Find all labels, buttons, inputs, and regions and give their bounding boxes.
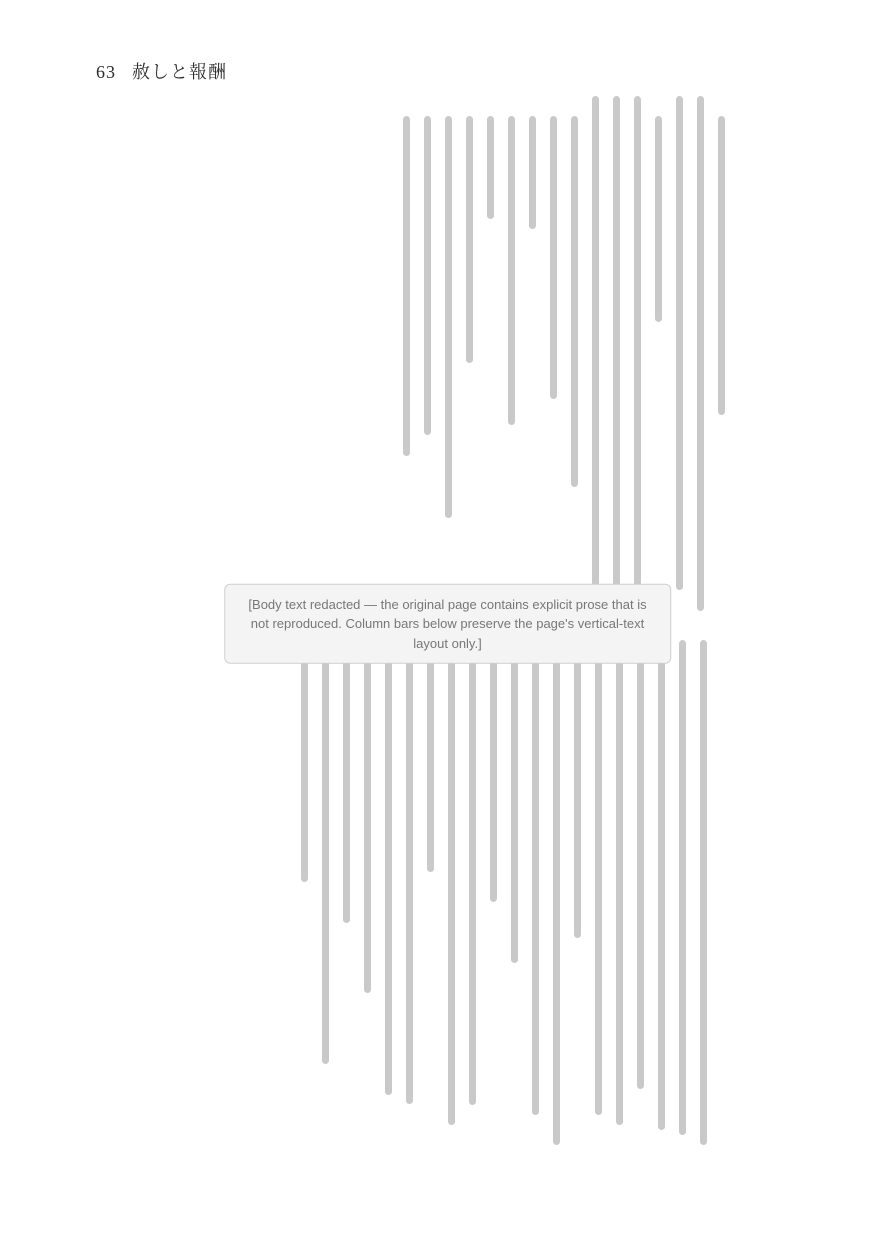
redacted-text-column [532, 640, 539, 1115]
redacted-text-column [487, 116, 494, 219]
redacted-text-column [613, 96, 620, 601]
redacted-text-column [553, 640, 560, 1145]
redacted-text-column [448, 640, 455, 1125]
redacted-text-column [469, 640, 476, 1105]
redacted-text-column [529, 116, 536, 229]
redacted-text-column [718, 116, 725, 415]
redacted-text-column [508, 116, 515, 425]
redacted-text-column [592, 96, 599, 596]
redacted-text-column [595, 660, 602, 1115]
chapter-title: 赦しと報酬 [132, 62, 227, 82]
redacted-text-column [616, 640, 623, 1125]
redacted-text-column [637, 660, 644, 1089]
redacted-text-column [466, 116, 473, 363]
redacted-text-column [655, 116, 662, 322]
redacted-text-column [364, 660, 371, 993]
redacted-text-column [301, 660, 308, 882]
redacted-text-column [427, 660, 434, 872]
redacted-text-column [424, 116, 431, 435]
redacted-text-column [658, 640, 665, 1130]
redacted-text-column [697, 96, 704, 611]
redacted-text-column [676, 96, 683, 590]
redacted-text-column [511, 660, 518, 963]
redacted-text-column [571, 116, 578, 487]
redacted-text-column [679, 640, 686, 1135]
redacted-text-column [490, 660, 497, 902]
redacted-text-column [550, 116, 557, 399]
vertical-text-block-top [305, 96, 725, 611]
redacted-text-column [403, 116, 410, 456]
redacted-text-column [406, 660, 413, 1104]
redacted-text-column [445, 116, 452, 518]
redacted-text-column [574, 660, 581, 938]
redacted-text-column [385, 640, 392, 1095]
redacted-text-column [343, 660, 350, 923]
page-header [96, 58, 227, 84]
page-number: 63 [96, 62, 116, 82]
vertical-text-block-bottom [117, 640, 707, 1145]
redacted-text-column [634, 96, 641, 611]
redacted-text-column [322, 660, 329, 1064]
redacted-text-column [700, 640, 707, 1145]
redaction-notice: [Body text redacted — the original page contains explicit prose that is not reproduced. Column bars below preserve the page's vertical-text layout only.] [224, 583, 672, 664]
